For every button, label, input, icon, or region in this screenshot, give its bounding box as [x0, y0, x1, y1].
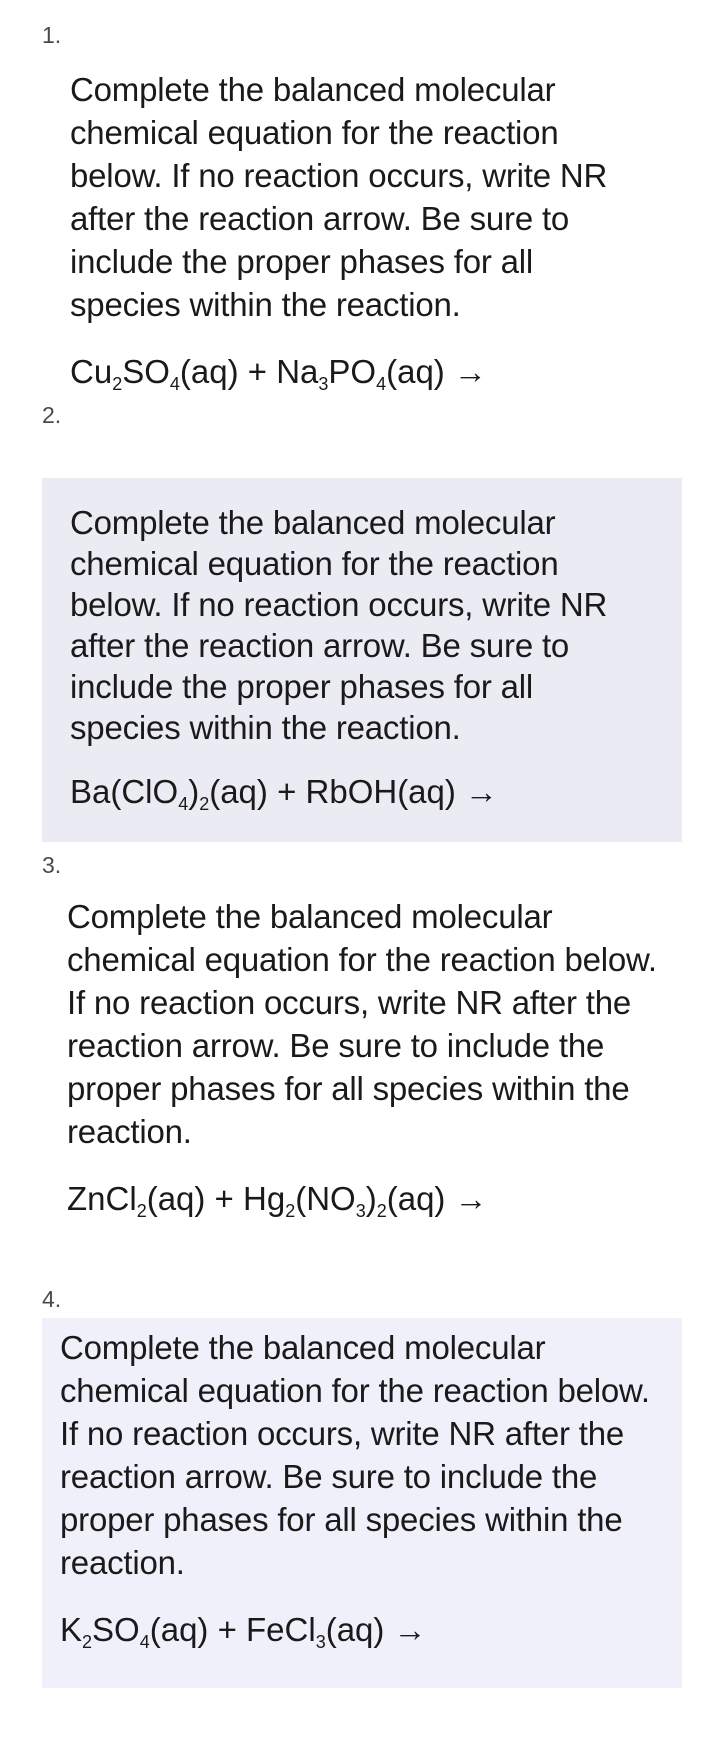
subscript: 2: [112, 374, 123, 394]
equation-text: PO: [328, 353, 377, 390]
equation-text: ): [188, 773, 200, 810]
subscript: 4: [178, 794, 189, 814]
chemical-equation: [70, 352, 682, 392]
question-number: 4.: [42, 1286, 62, 1312]
equation-text: K: [60, 1611, 83, 1648]
equation-text: Ba(ClO: [70, 773, 179, 810]
question-card: [42, 1318, 682, 1688]
subscript: 3: [355, 1201, 366, 1221]
equation-text: SO: [122, 353, 170, 390]
question-card: [42, 68, 682, 392]
question-number: 1.: [42, 22, 62, 48]
equation-text: Cu: [70, 353, 113, 390]
question-prompt: Complete the balanced molecular chemical equation for the reaction below. If no reaction occurs, write NR after the reaction arrow. Be sure to include the proper phases for all species within the reaction.: [70, 504, 608, 746]
question-prompt: Complete the balanced molecular chemical equation for the reaction below. If no reaction occurs, write NR after the reaction arrow. Be sure to include the proper phases for all species within the reaction.: [70, 71, 608, 323]
subscript: 2: [82, 1632, 93, 1652]
equation-text: (aq) + RbOH(aq) →: [209, 773, 499, 810]
subscript: 2: [199, 794, 210, 814]
equation-text: (aq) + Na: [179, 353, 319, 390]
equation-text: SO: [92, 1611, 140, 1648]
question-prompt: Complete the balanced molecular chemical equation for the reaction below. If no reaction occurs, write NR after the reaction arrow. Be sure to include the proper phases for all species within the reaction.: [60, 1329, 650, 1581]
subscript: 4: [376, 374, 387, 394]
question-number: 2.: [42, 402, 62, 428]
question-card: [42, 895, 682, 1219]
equation-text: (aq) + FeCl: [149, 1611, 316, 1648]
equation-text: (aq) →: [386, 353, 487, 390]
question-number: 3.: [42, 852, 62, 878]
equation-text: (NO: [295, 1180, 356, 1217]
subscript: 4: [139, 1632, 150, 1652]
equation-text: (aq) + Hg: [146, 1180, 286, 1217]
subscript: 4: [169, 374, 180, 394]
subscript: 3: [318, 374, 329, 394]
subscript: 3: [315, 1632, 326, 1652]
question-prompt: Complete the balanced molecular chemical equation for the reaction below. If no reaction occurs, write NR after the reaction arrow. Be sure to include the proper phases for all species within the reaction.: [67, 898, 657, 1150]
subscript: 2: [376, 1201, 387, 1221]
equation-text: (aq) →: [325, 1611, 427, 1648]
equation-text: ZnCl: [67, 1180, 137, 1217]
subscript: 2: [136, 1201, 147, 1221]
chemical-equation: [60, 1610, 682, 1650]
chemical-equation: [70, 772, 682, 812]
question-card: [42, 478, 682, 842]
equation-text: ): [365, 1180, 377, 1217]
equation-text: (aq) →: [386, 1180, 488, 1217]
subscript: 2: [285, 1201, 296, 1221]
chemical-equation: [67, 1179, 682, 1219]
